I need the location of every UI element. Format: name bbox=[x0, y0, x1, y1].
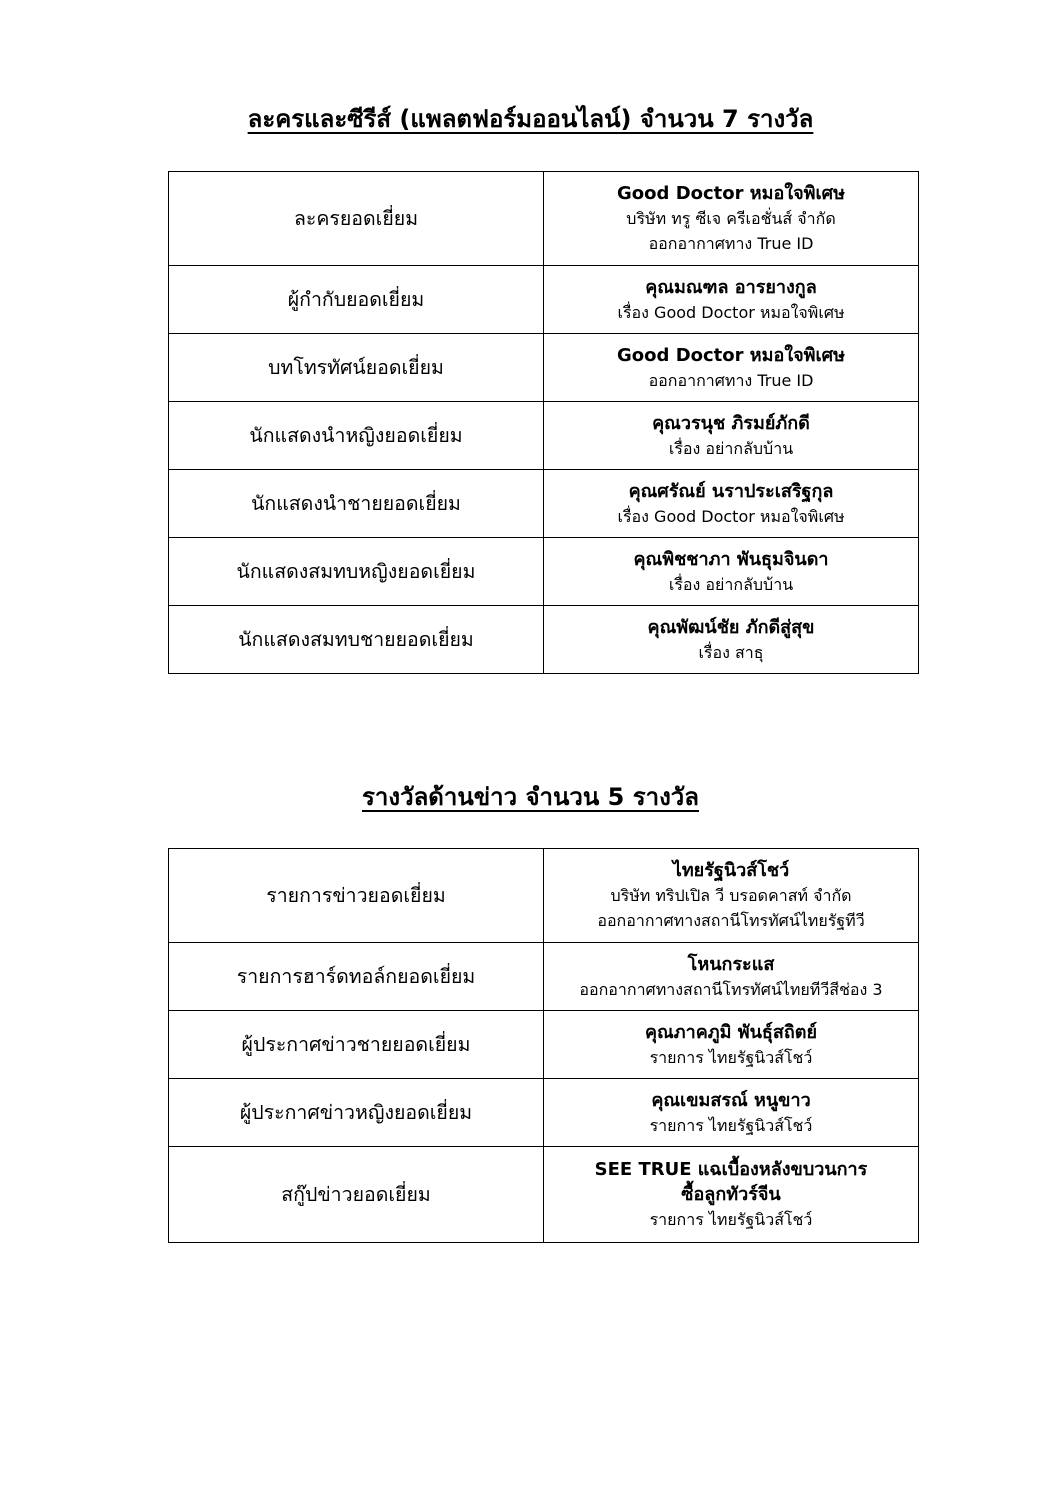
award-winner bbox=[544, 538, 919, 606]
winner-detail: ออกอากาศทางสถานีโทรทัศน์ไทยทีวีสีช่อง 3 bbox=[579, 979, 883, 999]
winner-name: ไทยรัฐนิวส์โชว์ bbox=[672, 860, 790, 881]
award-category: นักแสดงนำหญิงยอดเยี่ยม bbox=[169, 402, 544, 470]
award-winner bbox=[544, 334, 919, 402]
award-winner bbox=[544, 606, 919, 674]
award-category: ผู้ประกาศข่าวชายยอดเยี่ยม bbox=[169, 1011, 544, 1079]
winner-detail: รายการ ไทยรัฐนิวส์โชว์ bbox=[649, 1210, 813, 1229]
table-row bbox=[169, 470, 919, 538]
table-row bbox=[169, 334, 919, 402]
section-title-drama: ละครและซีรีส์ (แพลตฟอร์มออนไลน์) จำนวน 7 รางวัล bbox=[247, 105, 814, 133]
awards-table-drama bbox=[168, 171, 919, 674]
winner-detail: เรื่อง อย่ากลับบ้าน bbox=[668, 574, 794, 594]
award-category: สกู๊ปข่าวยอดเยี่ยม bbox=[169, 1147, 544, 1243]
award-category: รายการฮาร์ดทอล์กยอดเยี่ยม bbox=[169, 943, 544, 1011]
award-category: นักแสดงนำชายยอดเยี่ยม bbox=[169, 470, 544, 538]
winner-detail: เรื่อง Good Doctor หมอใจพิเศษ bbox=[617, 302, 845, 322]
winner-name: โหนกระแส bbox=[687, 953, 775, 975]
winner-name: คุณศรัณย์ นราประเสริฐกุล bbox=[628, 480, 834, 502]
winner-detail: เรื่อง สาธุ bbox=[698, 642, 764, 662]
award-category: ผู้กำกับยอดเยี่ยม bbox=[169, 266, 544, 334]
award-winner bbox=[544, 1079, 919, 1147]
award-category: นักแสดงสมทบชายยอดเยี่ยม bbox=[169, 606, 544, 674]
awards-table-news bbox=[168, 848, 919, 1243]
winner-detail: บริษัท ทริปเปิล วี บรอดคาสท์ จำกัด bbox=[610, 886, 852, 905]
winner-name: คุณพัฒน์ชัย ภักดีสู่สุข bbox=[647, 616, 815, 638]
award-winner bbox=[544, 849, 919, 943]
table-row bbox=[169, 172, 919, 266]
winner-detail: ออกอากาศทางสถานีโทรทัศน์ไทยรัฐทีวี bbox=[597, 911, 865, 930]
award-category: ละครยอดเยี่ยม bbox=[169, 172, 544, 266]
section-title-news: รางวัลด้านข่าว จำนวน 5 รางวัล bbox=[362, 783, 699, 811]
award-winner bbox=[544, 943, 919, 1011]
winner-detail: ออกอากาศทาง True ID bbox=[648, 370, 814, 390]
award-category: ผู้ประกาศข่าวหญิงยอดเยี่ยม bbox=[169, 1079, 544, 1147]
table-row bbox=[169, 1011, 919, 1079]
table-row bbox=[169, 402, 919, 470]
table-row bbox=[169, 266, 919, 334]
award-winner bbox=[544, 402, 919, 470]
table-row bbox=[169, 606, 919, 674]
winner-name: Good Doctor หมอใจพิเศษ bbox=[617, 183, 845, 204]
award-category: บทโทรทัศน์ยอดเยี่ยม bbox=[169, 334, 544, 402]
winner-name: คุณพิชชาภา พันธุมจินดา bbox=[633, 548, 829, 570]
award-winner bbox=[544, 1011, 919, 1079]
winner-detail: เรื่อง อย่ากลับบ้าน bbox=[668, 438, 794, 458]
winner-name: Good Doctor หมอใจพิเศษ bbox=[617, 344, 845, 366]
winner-name: คุณภาคภูมิ พันธุ์สถิตย์ bbox=[644, 1021, 818, 1043]
award-category: นักแสดงสมทบหญิงยอดเยี่ยม bbox=[169, 538, 544, 606]
winner-detail: รายการ ไทยรัฐนิวส์โชว์ bbox=[649, 1047, 813, 1067]
award-winner bbox=[544, 1147, 919, 1243]
table-row bbox=[169, 538, 919, 606]
winner-detail: ออกอากาศทาง True ID bbox=[648, 234, 814, 253]
table-row bbox=[169, 849, 919, 943]
winner-detail: บริษัท ทรู ซีเจ ครีเอชั่นส์ จำกัด bbox=[626, 209, 836, 228]
award-winner bbox=[544, 172, 919, 266]
winner-name: คุณเขมสรณ์ หนูขาว bbox=[651, 1089, 811, 1111]
winner-detail: รายการ ไทยรัฐนิวส์โชว์ bbox=[649, 1115, 813, 1135]
winner-name: คุณวรนุช ภิรมย์ภักดี bbox=[652, 412, 810, 434]
award-winner bbox=[544, 470, 919, 538]
table-row bbox=[169, 1147, 919, 1243]
winner-name: SEE TRUE แฉเบื้องหลังขบวนการ ซื้อลูกทัวร์จีน bbox=[594, 1159, 868, 1205]
table-row bbox=[169, 943, 919, 1011]
award-category: รายการข่าวยอดเยี่ยม bbox=[169, 849, 544, 943]
table-row bbox=[169, 1079, 919, 1147]
winner-detail: เรื่อง Good Doctor หมอใจพิเศษ bbox=[617, 506, 845, 526]
winner-name: คุณมณฑล อารยางกูล bbox=[645, 276, 817, 298]
award-winner bbox=[544, 266, 919, 334]
